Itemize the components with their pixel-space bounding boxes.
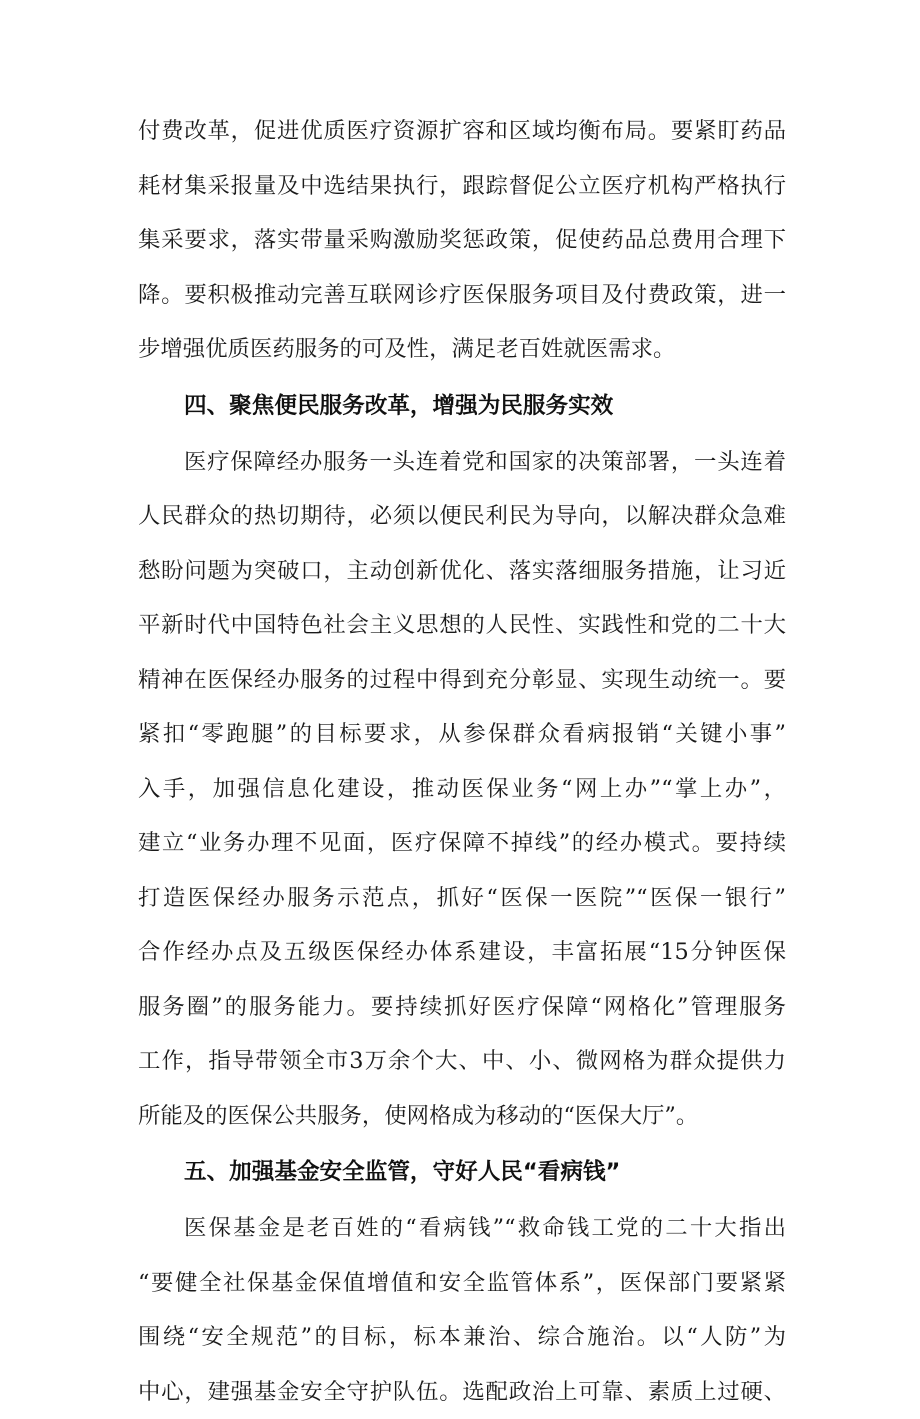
text-line: 愁盼问题为突破口，主动创新优化、落实落细服务措施，让习近 <box>138 544 786 599</box>
text-line: 紧扣“零跑腿”的目标要求，从参保群众看病报销“关键小事” <box>138 707 786 762</box>
text-line: 医保基金是老百姓的“看病钱”“救命钱工党的二十大指出 <box>138 1201 786 1256</box>
document-page <box>138 104 786 1419</box>
text-line: 打造医保经办服务示范点，抓好“医保一医院”“医保一银行” <box>138 871 786 926</box>
text-line: 人民群众的热切期待，必须以便民利民为导向，以解决群众急难 <box>138 489 786 544</box>
section-heading-4: 四、聚焦便民服务改革，增强为民服务实效 <box>138 377 786 435</box>
text-line: 降。要积极推动完善互联网诊疗医保服务项目及付费政策，进一 <box>138 268 786 323</box>
text-line: 集采要求，落实带量采购激励奖惩政策，促使药品总费用合理下 <box>138 213 786 268</box>
text-line: 中心，建强基金安全守护队伍。选配政治上可靠、素质上过硬、 <box>138 1365 786 1419</box>
section-4-paragraph <box>138 435 786 1144</box>
text-line: 精神在医保经办服务的过程中得到充分彰显、实现生动统一。要 <box>138 653 786 708</box>
text-line: 建立“业务办理不见面，医疗保障不掉线”的经办模式。要持续 <box>138 816 786 871</box>
section-5-paragraph <box>138 1201 786 1419</box>
paragraph-continuation <box>138 104 786 377</box>
text-line: 医疗保障经办服务一头连着党和国家的决策部署，一头连着 <box>138 435 786 490</box>
text-line: 平新时代中国特色社会主义思想的人民性、实践性和党的二十大 <box>138 598 786 653</box>
text-line: 围绕“安全规范”的目标，标本兼治、综合施治。以“人防”为 <box>138 1310 786 1365</box>
text-line: 耗材集采报量及中选结果执行，跟踪督促公立医疗机构严格执行 <box>138 159 786 214</box>
text-line: 所能及的医保公共服务，使网格成为移动的“医保大厅”。 <box>138 1089 786 1144</box>
text-line: 工作，指导带领全市3万余个大、中、小、微网格为群众提供力 <box>138 1034 786 1089</box>
text-line: 付费改革，促进优质医疗资源扩容和区域均衡布局。要紧盯药品 <box>138 104 786 159</box>
text-line: 入手，加强信息化建设，推动医保业务“网上办”“掌上办”， <box>138 762 786 817</box>
text-line: 步增强优质医药服务的可及性，满足老百姓就医需求。 <box>138 322 786 377</box>
text-line: 服务圈”的服务能力。要持续抓好医疗保障“网格化”管理服务 <box>138 980 786 1035</box>
section-heading-5: 五、加强基金安全监管，守好人民“看病钱” <box>138 1143 786 1201</box>
text-line: 合作经办点及五级医保经办体系建设，丰富拓展“15分钟医保 <box>138 925 786 980</box>
text-line: “要健全社保基金保值增值和安全监管体系”，医保部门要紧紧 <box>138 1256 786 1311</box>
